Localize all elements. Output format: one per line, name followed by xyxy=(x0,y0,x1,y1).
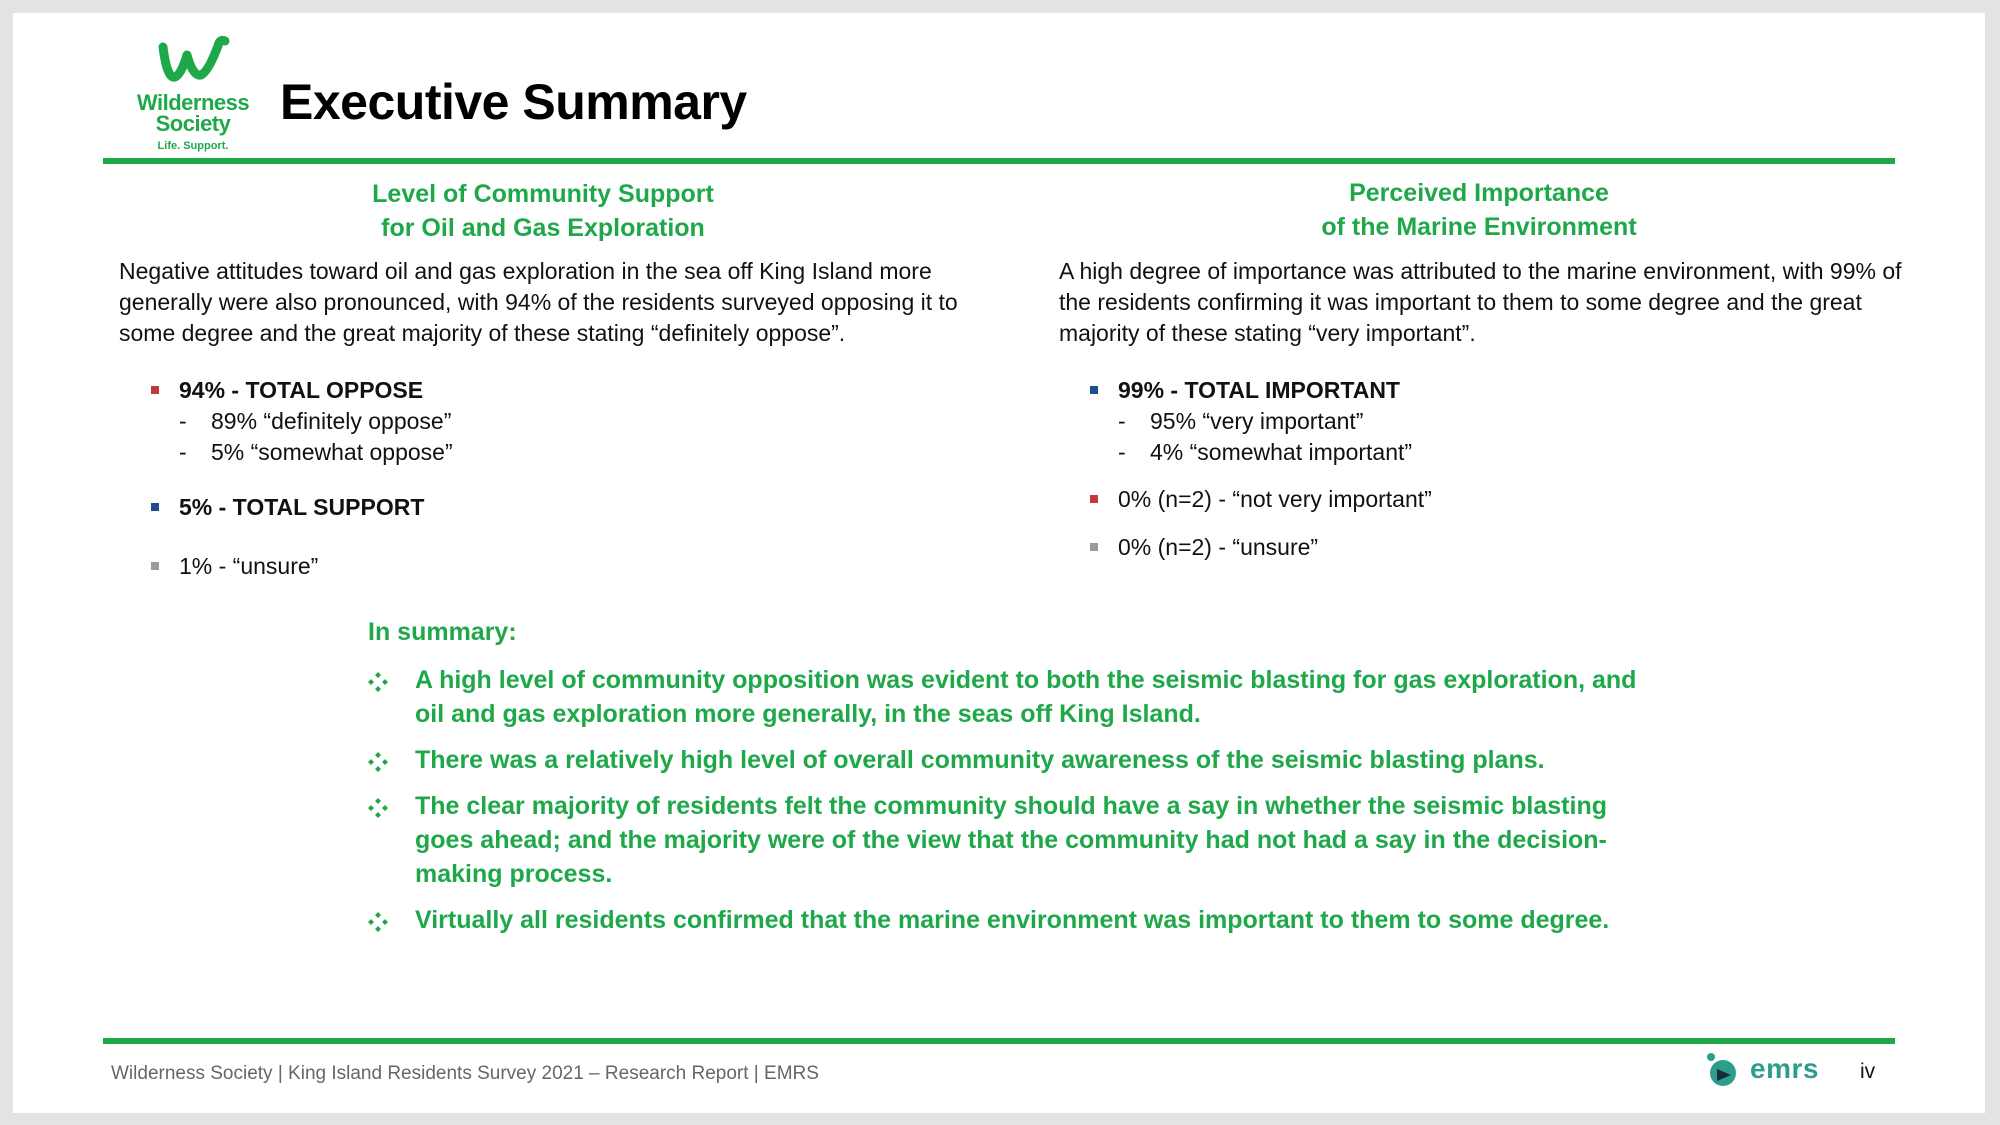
list-item xyxy=(1118,484,1818,515)
sub-item: - 5% “somewhat oppose” xyxy=(179,439,453,465)
right-heading-line1: Perceived Importance xyxy=(1349,179,1609,207)
logo-line2: Society xyxy=(155,111,231,136)
summary-list xyxy=(368,663,1668,949)
bullet-label: 5% - TOTAL SUPPORT xyxy=(179,494,425,520)
page-title: Executive Summary xyxy=(280,74,747,130)
summary-heading: In summary: xyxy=(368,618,517,646)
emrs-logo xyxy=(1705,1051,1835,1091)
footer-divider xyxy=(103,1038,1895,1044)
four-diamond-bullet-icon xyxy=(368,752,388,772)
left-heading-line1: Level of Community Support xyxy=(372,180,714,208)
right-bullet-list xyxy=(1118,375,1818,563)
four-diamond-bullet-icon xyxy=(368,672,388,692)
bullet-label: 1% - “unsure” xyxy=(179,553,319,579)
emrs-logo-icon xyxy=(1705,1051,1745,1091)
left-heading-line2: for Oil and Gas Exploration xyxy=(381,214,705,242)
bullet-label: 0% (n=2) - “unsure” xyxy=(1118,534,1319,560)
square-bullet-icon xyxy=(151,503,159,511)
right-paragraph: A high degree of importance was attributed to the marine environment, with 99% of the residents confirming it was important to them to some degree and the great majority of these stating “very important”. xyxy=(1059,258,1902,346)
list-item xyxy=(1118,532,1818,563)
sub-item: - 89% “definitely oppose” xyxy=(179,408,452,434)
four-diamond-bullet-icon xyxy=(368,798,388,818)
slide xyxy=(13,13,1985,1113)
summary-point: A high level of community opposition was evident to both the seismic blasting for gas exploration, and oil and gas exploration more generally, in the seas off King Island. xyxy=(368,663,1668,731)
list-item xyxy=(179,492,879,523)
left-paragraph: Negative attitudes toward oil and gas exploration in the sea off King Island more generally were also pronounced, with 94% of the residents surveyed opposing it to some degree and the great majority of these stating “definitely oppose”. xyxy=(119,258,958,346)
header-divider xyxy=(103,158,1895,164)
square-bullet-icon xyxy=(151,386,159,394)
bullet-label: 99% - TOTAL IMPORTANT xyxy=(1118,377,1400,403)
footer-text: Wilderness Society | King Island Residents Survey 2021 – Research Report | EMRS xyxy=(111,1063,819,1084)
summary-point: Virtually all residents confirmed that the marine environment was important to them to some degree. xyxy=(368,903,1668,937)
sub-item: - 4% “somewhat important” xyxy=(1118,439,1413,465)
bullet-label: 94% - TOTAL OPPOSE xyxy=(179,377,424,403)
square-bullet-icon xyxy=(1090,543,1098,551)
page-number: iv xyxy=(1860,1060,1876,1083)
sub-item: - 95% “very important” xyxy=(1118,408,1364,434)
emrs-brand-text: emrs xyxy=(1750,1053,1819,1084)
w-logo-icon xyxy=(123,35,263,87)
right-heading-line2: of the Marine Environment xyxy=(1321,213,1637,241)
logo-line1: Wilderness xyxy=(136,90,250,115)
square-bullet-icon xyxy=(1090,495,1098,503)
list-item xyxy=(179,551,879,582)
bullet-label: 0% (n=2) - “not very important” xyxy=(1118,486,1432,512)
square-bullet-icon xyxy=(1090,386,1098,394)
square-bullet-icon xyxy=(151,562,159,570)
summary-point: The clear majority of residents felt the community should have a say in whether the seismic blasting goes ahead; and the majority were of the view that the community had not had a say in the decision-making process. xyxy=(368,789,1668,891)
wilderness-society-logo xyxy=(123,35,263,163)
four-diamond-bullet-icon xyxy=(368,912,388,932)
left-section-heading xyxy=(113,177,973,245)
summary-point: There was a relatively high level of overall community awareness of the seismic blasting plans. xyxy=(368,743,1668,777)
right-section-heading xyxy=(1049,176,1909,244)
logo-tagline: Life. Support. xyxy=(157,140,229,152)
left-bullet-list xyxy=(179,375,879,582)
list-item xyxy=(1118,375,1818,406)
list-item xyxy=(179,375,879,406)
